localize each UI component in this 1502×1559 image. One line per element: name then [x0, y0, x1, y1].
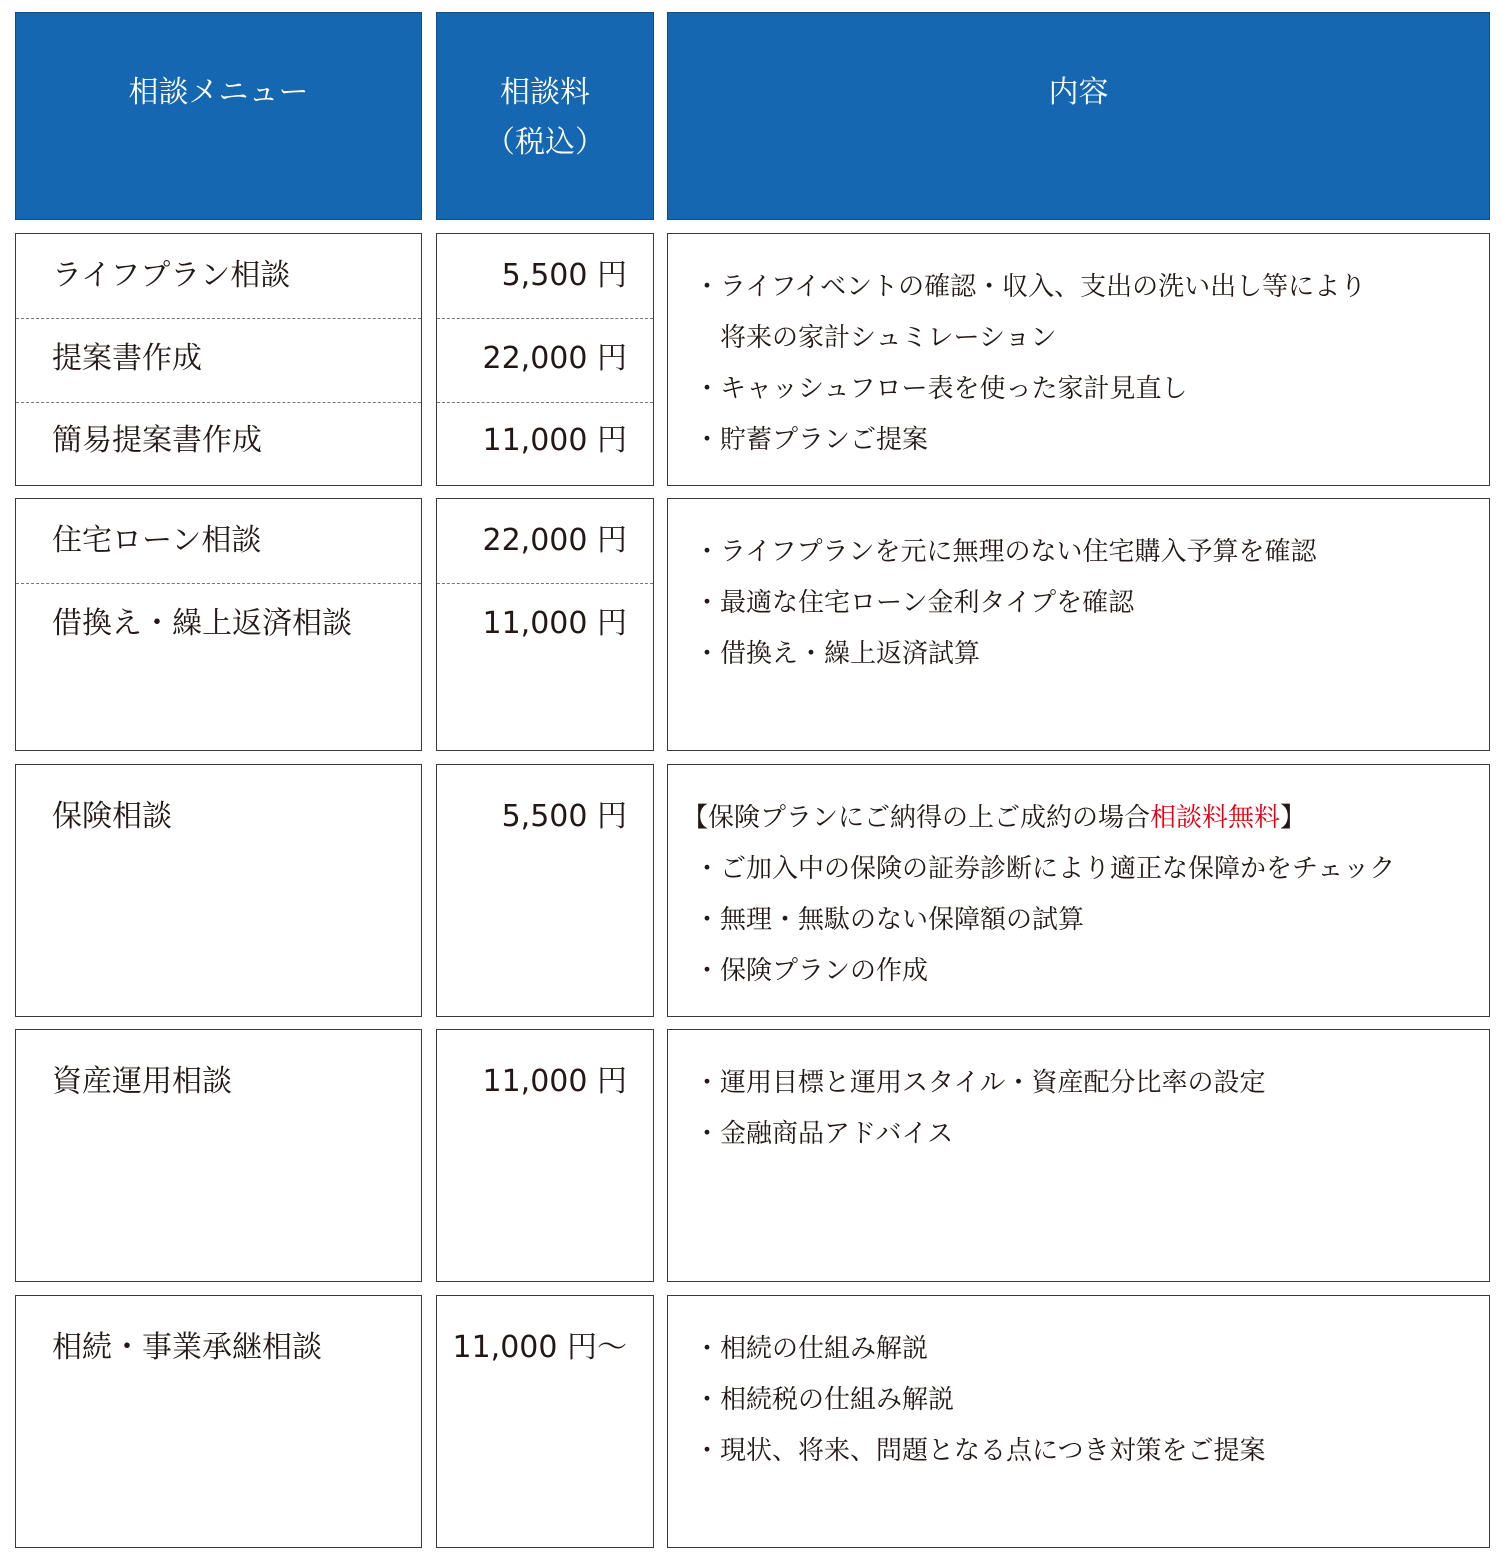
row-asset-content-cell	[667, 1029, 1490, 1282]
content-line: ・金融商品アドバイス	[694, 1119, 954, 1149]
fee-value: 5,500 円	[501, 258, 627, 293]
row-asset-menu-cell	[15, 1029, 422, 1282]
row-insurance-menu-cell	[15, 764, 422, 1017]
content-line: ・最適な住宅ローン金利タイプを確認	[694, 588, 1135, 618]
content-line: ・保険プランの作成	[694, 956, 929, 986]
menu-item: 保険相談	[52, 799, 172, 834]
header-content	[667, 12, 1490, 220]
header-menu	[15, 12, 422, 220]
content-line: ・貯蓄プランご提案	[694, 425, 929, 455]
content-line: ・借換え・繰上返済試算	[694, 639, 981, 669]
content-line: ・キャッシュフロー表を使った家計見直し	[694, 374, 1188, 404]
row-lifeplan-content-cell	[667, 233, 1490, 486]
menu-item: 住宅ローン相談	[52, 523, 262, 558]
menu-item: 借換え・繰上返済相談	[52, 606, 352, 641]
menu-item: 提案書作成	[52, 341, 202, 376]
row-housing-menu-cell	[15, 498, 422, 751]
content-line: ・ご加入中の保険の証券診断により適正な保障かをチェック	[694, 854, 1396, 884]
row-inheritance-content-cell	[667, 1295, 1490, 1548]
row-lifeplan-fee-cell	[436, 233, 654, 486]
row-inheritance-fee-cell	[436, 1295, 654, 1548]
fee-value: 5,500 円	[501, 799, 627, 834]
content-line: 将来の家計シュミレーション	[694, 323, 1057, 353]
fee-value: 11,000 円	[482, 606, 627, 641]
content-line: ・相続の仕組み解説	[694, 1334, 929, 1364]
menu-item: ライフプラン相談	[52, 258, 291, 293]
fee-value: 11,000 円〜	[452, 1330, 627, 1365]
header-menu-label: 相談メニュー	[128, 75, 309, 110]
fee-value: 11,000 円	[482, 1064, 627, 1099]
menu-item: 相続・事業承継相談	[52, 1330, 322, 1365]
content-line: ・現状、将来、問題となる点につき対策をご提案	[694, 1436, 1266, 1466]
menu-item: 簡易提案書作成	[52, 423, 262, 458]
row-housing-content-cell	[667, 498, 1490, 751]
menu-item: 資産運用相談	[52, 1064, 232, 1099]
fee-value: 22,000 円	[482, 341, 627, 376]
row-insurance-fee-cell	[436, 764, 654, 1017]
fee-value: 22,000 円	[482, 523, 627, 558]
insurance-note	[682, 798, 1479, 849]
content-line: ・ライフプランを元に無理のない住宅購入予算を確認	[694, 537, 1317, 567]
fee-value: 11,000 円	[482, 423, 627, 458]
header-content-label: 内容	[1048, 75, 1109, 110]
content-line: ・運用目標と運用スタイル・資産配分比率の設定	[694, 1068, 1266, 1098]
header-fee	[436, 12, 654, 220]
note-prefix: 【保険プランにご納得の上ご成約の場合	[682, 803, 1151, 833]
header-fee-label: 相談料	[500, 75, 590, 110]
content-line: ・相続税の仕組み解説	[694, 1385, 955, 1415]
free-fee-highlight: 相談料無料	[1150, 803, 1281, 833]
row-lifeplan-menu-cell	[15, 233, 422, 486]
row-inheritance-menu-cell	[15, 1295, 422, 1548]
header-fee-tax-label: （税込）	[485, 125, 605, 160]
row-asset-fee-cell	[436, 1029, 654, 1282]
row-insurance-content-cell	[667, 764, 1490, 1017]
note-suffix: 】	[1280, 803, 1307, 833]
content-line: ・ライフイベントの確認・収入、支出の洗い出し等により	[694, 272, 1367, 302]
content-line: ・無理・無駄のない保障額の試算	[694, 905, 1085, 935]
row-housing-fee-cell	[436, 498, 654, 751]
